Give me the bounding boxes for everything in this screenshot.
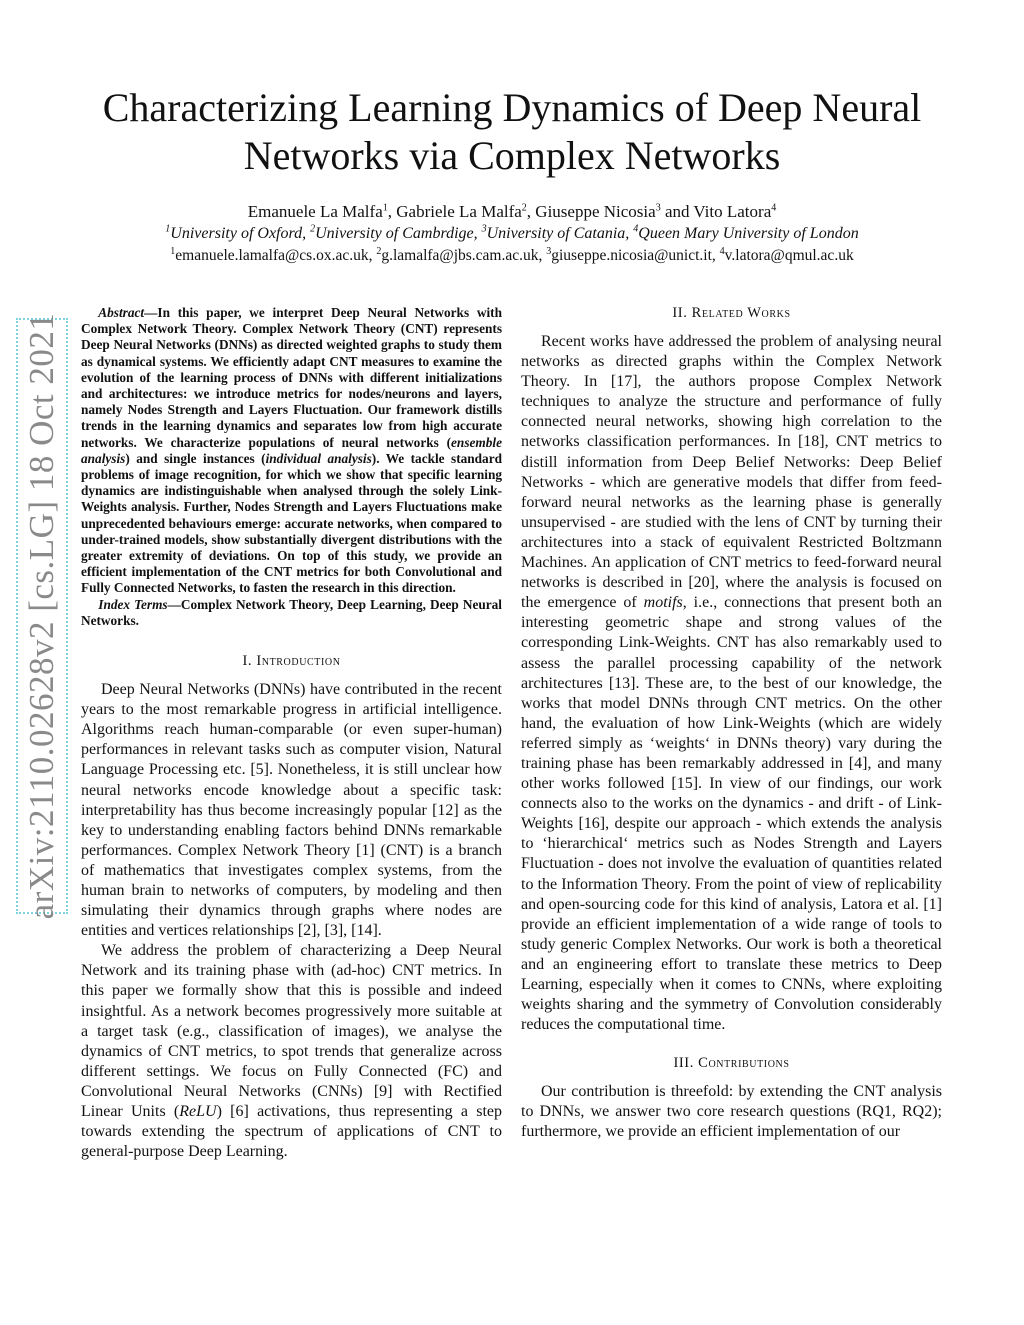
intro-emphasis: ReLU — [179, 1103, 217, 1121]
related-text: , i.e., connections that present both an interesting geometric shape and strong values of the corresponding Link-Weights. CNT has also remarkably used to assess the parallel processing capability of the network architectures [13]. These are, to the best of our knowledge, the works that model DNNs through CNT metrics. On the other hand, the evaluation of how Link-Weights (which are widely referred simply as ‘weights‘ in DNNs theory) vary during the training phase has been remarkably addressed in [4], and many other works followed [15]. In view of our findings, our work connects also to the works on the dynamics - and drift - of Link-Weights [16], despite our approach - which extends the analysis to ‘hierarchical‘ metrics such as Nodes Strength and Layers Fluctuation - does not involve the evaluation of quantities related to the Information Theory. From the point of view of replicability and open-sourcing code for this kind of analysis, Latora et al. [1] provide an efficient implementation of a wide range of tools to study generic Complex Networks. Our work is both a theoretical and an engineering effort to translate these metrics to Deep Learning, especially when it comes to CNNs, where exploiting weights sharing and the symmetry of Convolution considerably reduces the computational time. — [521, 594, 942, 1034]
affiliation-mark: 3 — [481, 223, 487, 235]
abstract-emphasis: individual analysis — [265, 450, 372, 466]
index-terms-label: Index Terms — [98, 596, 168, 612]
author-mark: 1 — [382, 202, 388, 214]
intro-paragraph-2 — [81, 941, 502, 1162]
author-list — [60, 200, 964, 224]
intro-paragraph-1: Deep Neural Networks (DNNs) have contributed in the recent years to the most remarkable progress in artificial intelligence. Algorithms reach human-comparable (or even super-human) performances in relevant tasks such as computer vision, Natural Language Processing etc. [5]. Nonetheless, it is still unclear how neural networks encode knowledge about a specific task: interpretability has thus become increasingly popular [12] as the key to understanding enabling factors behind DNNs remarkable performances. Complex Network Theory [1] (CNT) is a branch of mathematics that investigates complex systems, from the human brain to networks of computers, by modeling and then simulating their dynamics through graphs where nodes are entities and vertices relationships [2], [3], [14]. — [81, 681, 502, 940]
author-name: , Giuseppe Nicosia — [526, 202, 656, 221]
intro-text: ) [6] activations, thus representing a step towards extending the spectrum of applications of CNT to general-purpose Deep Learning. — [81, 1103, 502, 1161]
abstract-label: Abstract — [98, 305, 145, 320]
left-column — [81, 305, 502, 1162]
paper-title — [60, 84, 964, 180]
abstract-text: ) and single instances ( — [125, 450, 266, 466]
related-emphasis: motifs — [643, 594, 683, 612]
abstract-emphasis: ensemble analysis — [81, 434, 502, 466]
index-terms — [81, 597, 502, 629]
abstract — [81, 305, 502, 597]
author-name: Emanuele La Malfa — [247, 202, 383, 221]
affiliation-mark: 4 — [633, 223, 639, 235]
related-paragraph-1 — [521, 332, 942, 1035]
section-heading-related-works: II. Related Works — [672, 305, 791, 321]
affiliation-name: University of Oxford, — [170, 225, 311, 242]
email-mark: 4 — [719, 245, 725, 257]
affiliation-mark: 2 — [310, 223, 316, 235]
email-mark: 1 — [170, 245, 176, 257]
abstract-text: —In this paper, we interpret Deep Neural Networks with Complex Network Theory. Complex Network Theory (CNT) represents Deep Neural Networks (DNNs) as directed weighted graphs to study them as dynamical systems. We efficiently adapt CNT measures to examine the evolution of the learning process of DNNs with different initializations and architectures: we introduce metrics for nodes/neurons and layers, namely Nodes Strength and Layers Fluctuation. Our framework distills trends in the learning dynamics and separates low from high accurate networks. We characterize populations of neural networks ( — [81, 305, 502, 450]
title-line-1: Characterizing Learning Dynamics of Deep Neural — [102, 85, 922, 130]
contrib-paragraph-1: Our contribution is threefold: by extending the CNT analysis to DNNs, we answer two core research questions (RQ1, RQ2); furthermore, we provide an efficient implementation of our — [521, 1083, 942, 1141]
email-list — [60, 244, 964, 268]
author-name: and Vito Latora — [660, 202, 772, 221]
section-heading-contributions: III. Contributions — [673, 1055, 790, 1072]
author-mark: 2 — [521, 202, 527, 214]
arxiv-stamp — [16, 312, 68, 920]
affiliation-name: University of Cambrdige, — [315, 225, 482, 242]
email-mark: 3 — [546, 245, 552, 257]
affiliation-name: Queen Mary University of London — [638, 225, 859, 242]
email-mark: 2 — [376, 245, 382, 257]
affiliation-name: University of Catania, — [486, 225, 634, 242]
author-name: , Gabriele La Malfa — [387, 202, 522, 221]
author-mark: 4 — [771, 202, 777, 214]
intro-text: We address the problem of characterizing a Deep Neural Network and its training phase with (ad-hoc) CNT metrics. In this paper we formally show that this is possible and indeed insightful. As a network becomes progressively more suitable at a target task (e.g., classification of images), we analyse the dynamics of CNT metrics, to spot trends that generalize across different settings. We focus on Fully Connected (FC) and Convolutional Neural Networks (CNNs) [9] with Rectified Linear Units ( — [81, 942, 502, 1121]
section-heading-introduction: I. Introduction — [242, 653, 341, 670]
related-text: Recent works have addressed the problem of analysing neural networks as directed graphs within the Complex Network Theory. In [17], the authors propose Complex Network techniques to analyze the structure and performance of fully connected neural networks, showing high correlation to the networks classification performances. In [18], CNT metrics to distill information from Deep Belief Networks: Deep Belief Networks - which are generative models that differ from feed-forward neural networks as the learning phase is generally unsupervised - are studied with the lens of CNT by turning their architectures into a stack of equivalent Restricted Boltzmann Machines. An application of CNT metrics to feed-forward neural networks is described in [20], where the analysis is focused on the emergence of — [521, 333, 942, 612]
arxiv-stamp-text: arXiv:2110.02628v2 [cs.LG] 18 Oct 2021 — [22, 312, 61, 920]
right-column — [521, 305, 942, 1143]
email-address: giuseppe.nicosia@unict.it, — [551, 247, 720, 264]
affiliation-mark: 1 — [165, 223, 171, 235]
title-line-2: Networks via Complex Networks — [243, 133, 781, 178]
email-address: g.lamalfa@jbs.cam.ac.uk, — [381, 247, 547, 264]
email-address: v.latora@qmul.ac.uk — [724, 247, 854, 264]
author-mark: 3 — [655, 202, 661, 214]
abstract-text: ). We tackle standard problems of image recognition, for which we show that specific learning dynamics are indistinguishable when analysed through the solely Link-Weights analysis. Further, Nodes Strength and Layers Fluctuations make unprecedented behaviours emerge: accurate networks, when compared to under-trained models, show substantially divergent distributions with the greater extremity of deviations. On top of this study, we provide an efficient implementation of the CNT metrics for both Convolutional and Fully Connected Networks, to fasten the research in this direction. — [81, 450, 503, 596]
email-address: emanuele.lamalfa@cs.ox.ac.uk, — [175, 247, 377, 264]
index-terms-text: —Complex Network Theory, Deep Learning, Deep Neural Networks. — [81, 596, 503, 628]
affiliation-list — [60, 222, 964, 246]
